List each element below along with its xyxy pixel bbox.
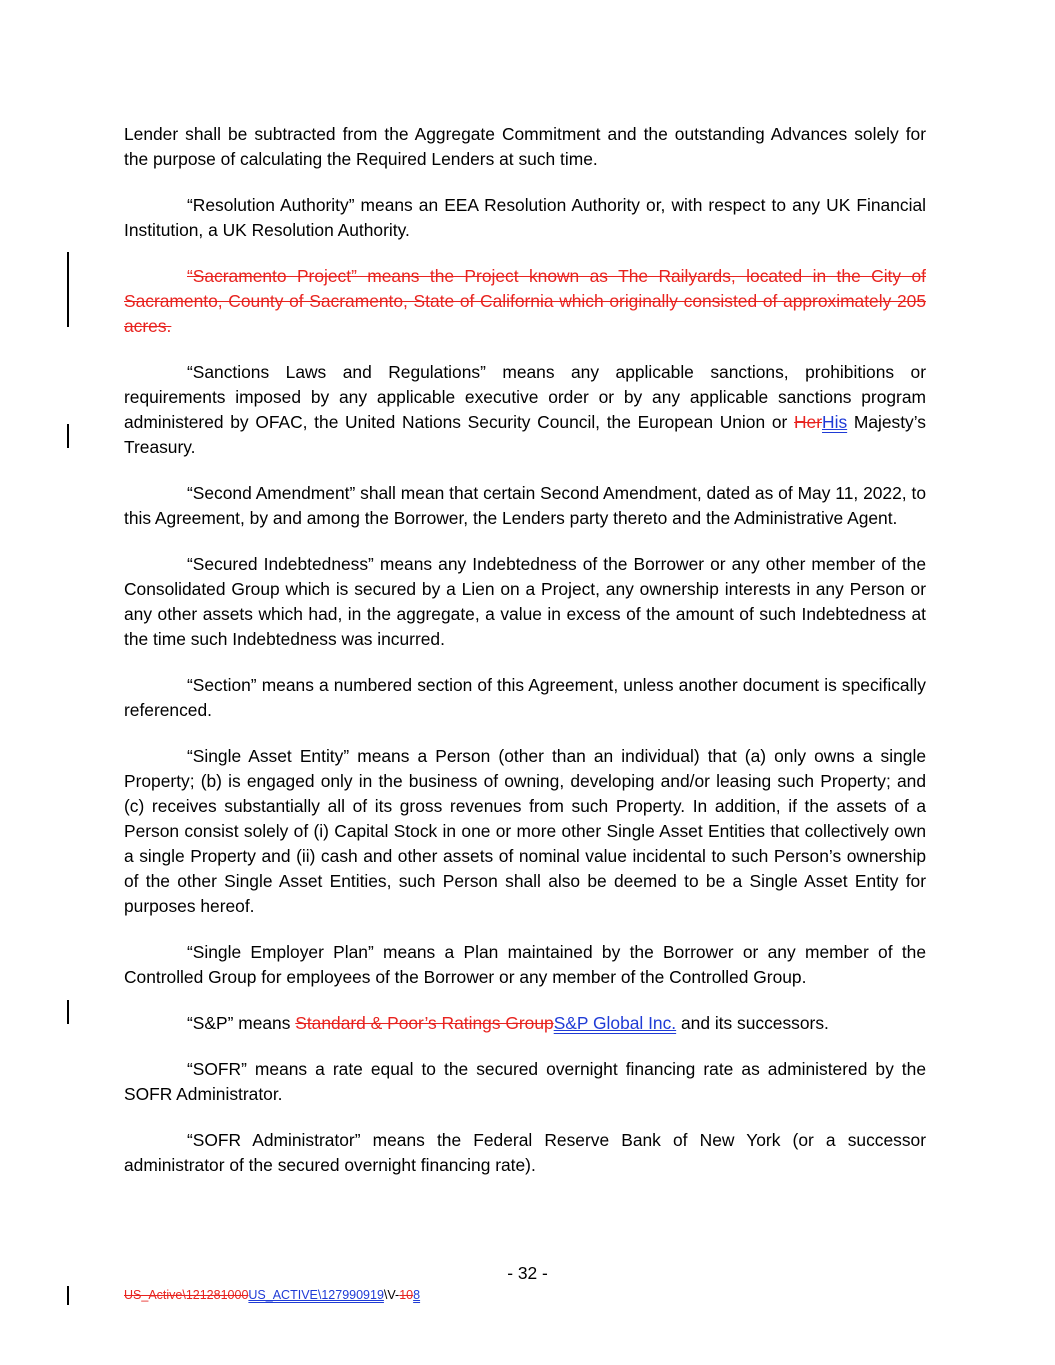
deleted-text: “Sacramento Project” means the Project known as The Railyards, located in the City of Sacramento, County of Sacramento, State of California which originally consisted of approximately 205 acres. — [124, 266, 926, 336]
deleted-text: Standard & Poor’s Ratings Group — [295, 1013, 554, 1033]
definition-single-asset-entity: “Single Asset Entity” means a Person (other than an individual) that (a) only owns a single Property; (b) is engaged only in the business of owning, developing and/or leasing such Property; and (c) receives substantially all of its gross revenues from such Property. In addition, if the assets of a Person consist solely of (i) Capital Stock in one or more other Single Asset Entities that collectively own a single Property and (ii) cash and other assets of nominal value incidental to such Person’s ownership of the other Single Asset Entities, such Person shall also be deemed to be a Single Asset Entity for purposes hereof. — [124, 746, 926, 916]
change-bar — [67, 252, 69, 327]
paragraph-lender-continuation: Lender shall be subtracted from the Aggregate Commitment and the outstanding Advances solely for the purpose of calculating the Required Lenders at such time. — [124, 124, 926, 169]
change-bar — [67, 1000, 69, 1024]
definition-sofr: “SOFR” means a rate equal to the secured overnight financing rate as administered by the SOFR Administrator. — [124, 1059, 926, 1104]
definition-sacramento-project-deleted — [124, 264, 926, 339]
definition-single-employer-plan: “Single Employer Plan” means a Plan maintained by the Borrower or any member of the Controlled Group for employees of the Borrower or any member of the Controlled Group. — [124, 942, 926, 987]
definition-resolution-authority: “Resolution Authority” means an EEA Resolution Authority or, with respect to any UK Financial Institution, a UK Resolution Authority. — [124, 195, 926, 240]
deleted-text: Her — [793, 412, 823, 432]
definition-second-amendment: “Second Amendment” shall mean that certain Second Amendment, dated as of May 11, 2022, to this Agreement, by and among the Borrower, the Lenders party thereto and the Administrative Agent. — [124, 483, 926, 528]
definition-sanctions-laws — [124, 360, 926, 460]
definition-sofr-administrator: “SOFR Administrator” means the Federal Reserve Bank of New York (or a successor administrator of the secured overnight financing rate). — [124, 1130, 926, 1175]
inserted-text: His — [822, 412, 848, 432]
document-footer-id — [124, 1287, 420, 1303]
definition-text: “Sanctions Laws and Regulations” means any applicable sanctions, prohibitions or requirements imposed by any applicable executive order or by any applicable sanctions program administered by OFAC, the United Nations Security Council, the European Union or — [124, 362, 926, 432]
definition-text: “S&P” means — [187, 1013, 296, 1033]
document-page — [124, 122, 926, 1199]
inserted-text: S&P Global Inc. — [553, 1013, 677, 1033]
change-bar — [67, 1286, 69, 1305]
definition-text: Majesty’s Treasury. — [124, 412, 926, 457]
deleted-doc-id: US_Active\121281000 — [124, 1288, 249, 1302]
change-bar — [67, 424, 69, 448]
definition-text: and its successors. — [676, 1013, 829, 1033]
inserted-version: 8 — [413, 1288, 421, 1302]
inserted-doc-id: US_ACTIVE\127990919 — [248, 1288, 384, 1302]
deleted-version: 10 — [399, 1288, 414, 1302]
page-number: - 32 - — [507, 1263, 548, 1283]
definition-secured-indebtedness: “Secured Indebtedness” means any Indebtedness of the Borrower or any other member of the Consolidated Group which is secured by a Lien on a Project, any ownership interests in any Person or any other assets which had, in the aggregate, a value in excess of the amount of such Indebtedness at the time such Indebtedness was incurred. — [124, 554, 926, 649]
version-prefix: \V- — [383, 1288, 400, 1302]
definition-s-and-p — [124, 1011, 926, 1036]
definition-section: “Section” means a numbered section of this Agreement, unless another document is specifically referenced. — [124, 675, 926, 720]
